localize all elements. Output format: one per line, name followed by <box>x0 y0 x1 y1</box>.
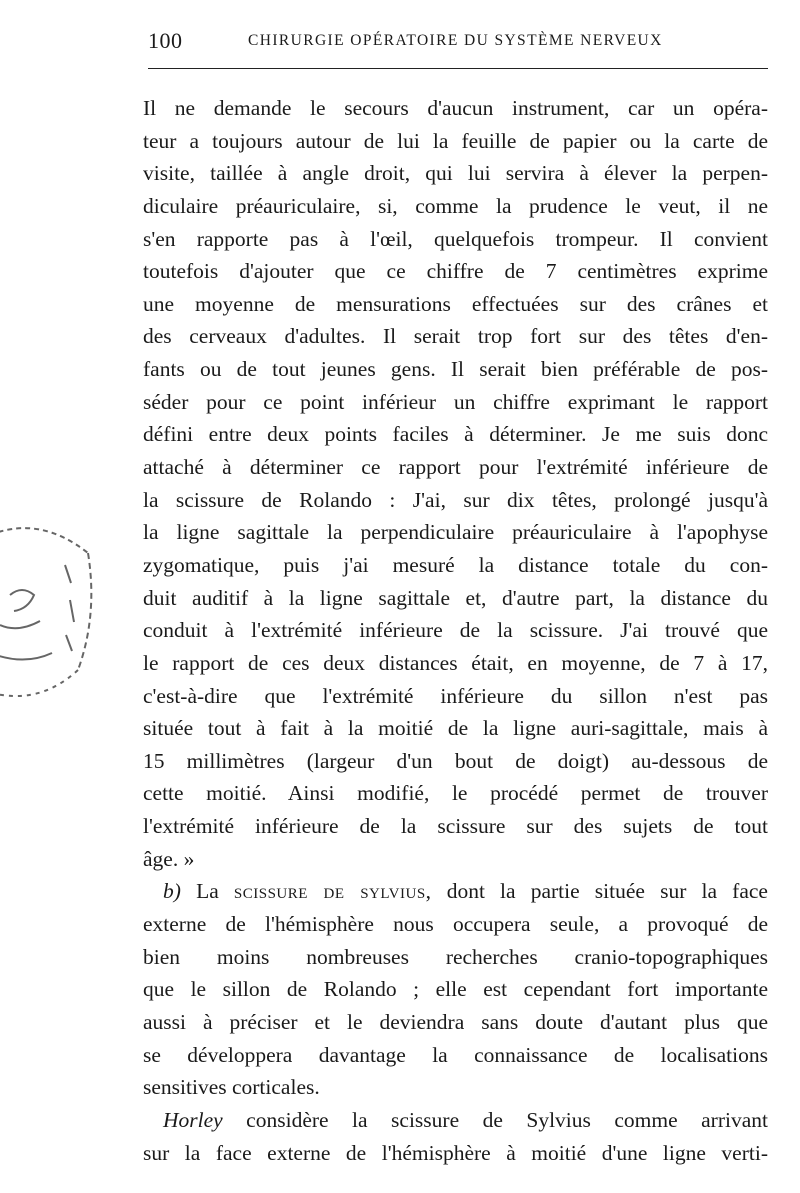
text-line: Il ne demande le secours d'aucun instrument, car un opéra- <box>143 96 768 120</box>
text-line: aussi à préciser et le deviendra sans doute d'autant plus que <box>143 1009 768 1034</box>
text-line: la scissure de Rolando : J'ai, sur dix têtes, prolongé jusqu'à <box>143 487 768 512</box>
text-fragment: considère la scissure de Sylvius comme arrivant <box>222 1107 768 1132</box>
header-rule <box>148 68 768 69</box>
running-title: CHIRURGIE OPÉRATOIRE DU SYSTÈME NERVEUX <box>248 32 663 49</box>
text-line: une moyenne de mensurations effectuées sur des crânes et <box>143 291 768 316</box>
text-line: sensitives corticales. <box>143 1075 320 1100</box>
text-line: sur la face externe de l'hémisphère à moitié d'une ligne verti- <box>143 1140 768 1165</box>
list-marker: b) <box>163 879 181 904</box>
text-line: défini entre deux points faciles à déterminer. Je me suis donc <box>143 422 768 447</box>
text-line: l'extrémité inférieure de la scissure sur des sujets de tout <box>143 814 768 839</box>
text-fragment: dont la partie située sur la face <box>431 879 768 904</box>
sylvius-paragraph-start <box>143 875 768 908</box>
text-line: duit auditif à la ligne sagittale et, d'autre part, la distance du <box>143 585 768 610</box>
text-line: visite, taillée à angle droit, qui lui servira à élever la perpen- <box>143 161 768 186</box>
text-line: c'est-à-dire que l'extrémité inférieure du sillon n'est pas <box>143 683 768 708</box>
library-stamp-icon <box>0 505 100 725</box>
section-term: scissure de sylvius, <box>233 879 432 904</box>
page-number: 100 <box>148 28 183 53</box>
text-line: cette moitié. Ainsi modifié, le procédé permet de trouver <box>143 781 768 806</box>
text-line: toutefois d'ajouter que ce chiffre de 7 centimètres exprime <box>143 259 768 284</box>
text-line: 15 millimètres (largeur d'un bout de doigt) au-dessous de <box>143 748 768 773</box>
text-line: conduit à l'extrémité inférieure de la scissure. J'ai trouvé que <box>143 618 768 643</box>
text-line: des cerveaux d'adultes. Il serait trop fort sur des têtes d'en- <box>143 324 768 349</box>
text-line: que le sillon de Rolando ; elle est cependant fort importante <box>143 977 768 1002</box>
text-line: externe de l'hémisphère nous occupera seule, a provoqué de <box>143 912 768 937</box>
text-line: la ligne sagittale la perpendiculaire préauriculaire à l'apophyse <box>143 520 768 545</box>
text-line: située tout à fait à la moitié de la ligne auri-sagittale, mais à <box>143 716 768 741</box>
author-name: Horley <box>163 1107 223 1132</box>
text-line: bien moins nombreuses recherches cranio-topographiques <box>143 944 768 969</box>
text-fragment: La <box>180 879 234 904</box>
text-line: teur a toujours autour de lui la feuille de papier ou la carte de <box>143 128 768 153</box>
text-line: attaché à déterminer ce rapport pour l'extrémité inférieure de <box>143 455 768 480</box>
text-line: le rapport de ces deux distances était, en moyenne, de 7 à 17, <box>143 650 768 675</box>
text-line: zygomatique, puis j'ai mesuré la distance totale du con- <box>143 552 768 577</box>
running-head <box>148 22 768 52</box>
text-line: séder pour ce point inférieur un chiffre exprimant le rapport <box>143 389 768 414</box>
text-line: âge. » <box>143 846 195 871</box>
text-line: fants ou de tout jeunes gens. Il serait bien préférable de pos- <box>143 357 768 382</box>
text-line: se développera davantage la connaissance de localisations <box>143 1042 768 1067</box>
body-text <box>143 92 768 1169</box>
text-line: diculaire préauriculaire, si, comme la prudence le veut, il ne <box>143 193 768 218</box>
text-line: s'en rapporte pas à l'œil, quelquefois trompeur. Il convient <box>143 226 768 251</box>
horley-paragraph-start <box>143 1104 768 1137</box>
